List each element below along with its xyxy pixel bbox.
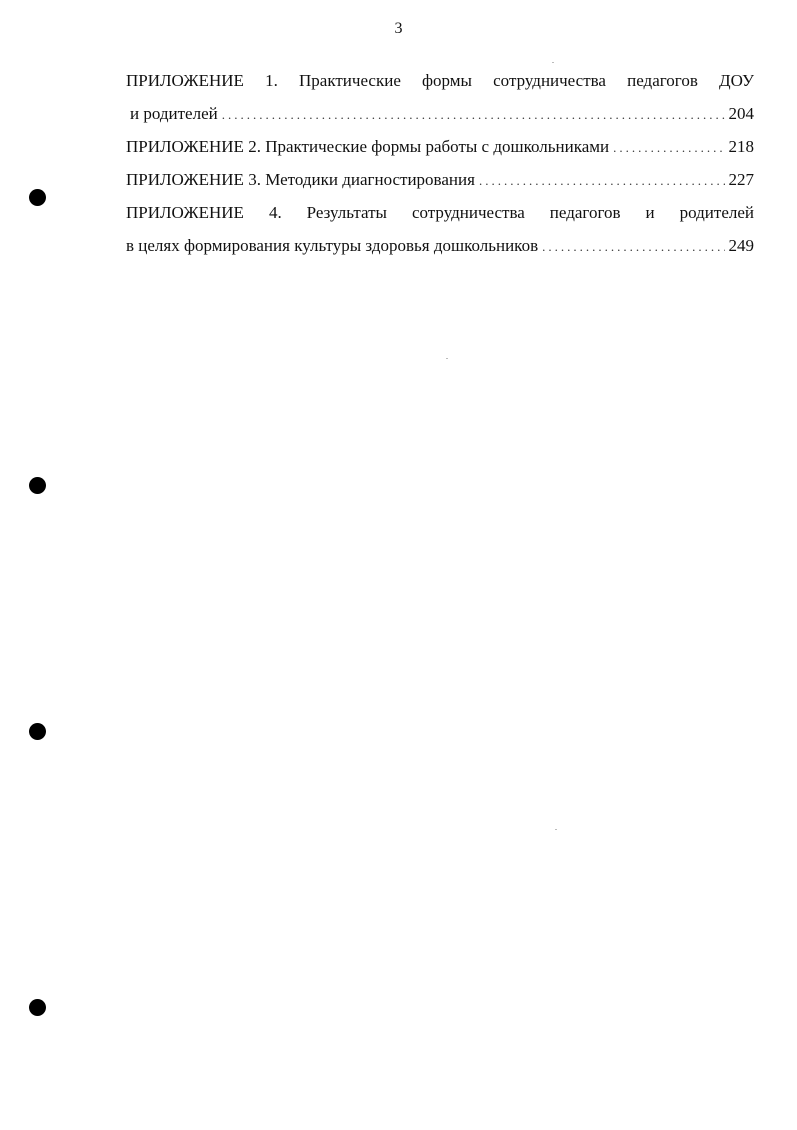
toc-entry-3-page: 227	[728, 170, 754, 189]
toc-entry-2-title: ПРИЛОЖЕНИЕ 2. Практические формы работы с дошкольниками	[126, 137, 610, 156]
toc-entry-4-title-line-1: ПРИЛОЖЕНИЕ 4. Результаты сотрудничества педагогов и родителей	[126, 203, 754, 222]
punch-hole	[29, 189, 46, 206]
punch-hole	[29, 723, 46, 740]
table-of-contents	[126, 70, 754, 268]
punch-hole	[29, 999, 46, 1016]
page-number: 3	[394, 20, 403, 37]
toc-entry-4-page: 249	[728, 236, 754, 255]
toc-entry-4-title-end: в целях формирования культуры здоровья дошкольников	[126, 236, 539, 255]
toc-entry-1-page: 204	[728, 104, 754, 123]
toc-leader-dots	[613, 137, 724, 159]
toc-entry-3	[126, 169, 754, 202]
scan-speck	[552, 62, 554, 63]
punch-hole	[29, 477, 46, 494]
toc-entry-2	[126, 136, 754, 169]
toc-entry-3-title: ПРИЛОЖЕНИЕ 3. Методики диагностирования	[126, 170, 475, 189]
scan-speck	[446, 358, 448, 359]
toc-entry-4-title-line-2	[126, 235, 754, 268]
toc-entry-1-title-line-2	[126, 103, 754, 136]
toc-entry-2-page: 218	[728, 137, 754, 156]
toc-leader-dots	[542, 236, 724, 258]
scan-speck	[555, 829, 557, 830]
toc-entry-1-title-end: и родителей	[130, 104, 218, 123]
toc-leader-dots	[222, 104, 725, 126]
toc-entry-1-title-line-1: ПРИЛОЖЕНИЕ 1. Практические формы сотрудничества педагогов ДОУ	[126, 71, 754, 90]
toc-leader-dots	[479, 170, 725, 192]
